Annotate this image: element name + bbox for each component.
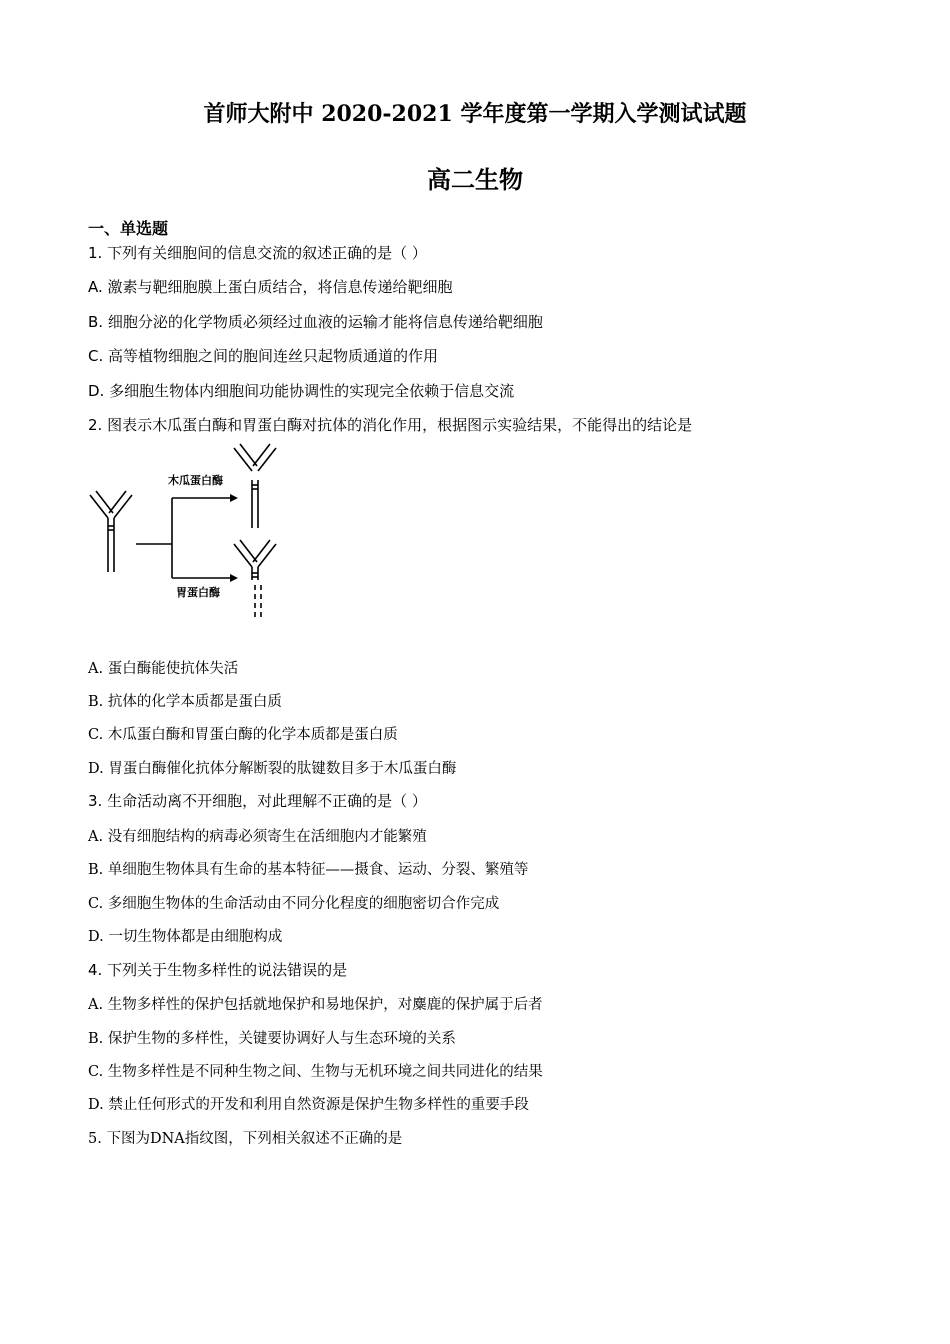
question-4-stem: 4. 下列关于生物多样性的说法错误的是: [88, 961, 348, 979]
pepsin-fragments: [234, 540, 276, 618]
document-title: 首师大附中 2020-2021 学年度第一学期入学测试试题: [203, 101, 747, 127]
question-4-option-a: A. 生物多样性的保护包括就地保护和易地保护，对麋鹿的保护属于后者: [88, 997, 543, 1013]
section-heading: 一、单选题: [88, 219, 169, 238]
papain-label: 木瓜蛋白酶: [168, 474, 223, 487]
question-2-option-d: D. 胃蛋白酶催化抗体分解断裂的肽键数目多于木瓜蛋白酶: [88, 761, 457, 777]
question-3-option-c: C. 多细胞生物体的生命活动由不同分化程度的细胞密切合作完成: [88, 896, 500, 912]
question-3-option-d: D. 一切生物体都是由细胞构成: [88, 929, 283, 945]
question-1-option-b: B. 细胞分泌的化学物质必须经过血液的运输才能将信息传递给靶细胞: [88, 313, 543, 331]
intact-antibody: [90, 491, 132, 572]
question-4-option-d: D. 禁止任何形式的开发和利用自然资源是保护生物多样性的重要手段: [88, 1097, 529, 1113]
document-subtitle: 高二生物: [427, 165, 523, 194]
arrow-head-top: [230, 494, 238, 502]
question-1-option-c: C. 高等植物细胞之间的胞间连丝只起物质通道的作用: [88, 347, 439, 365]
question-4-option-c: C. 生物多样性是不同种生物之间、生物与无机环境之间共同进化的结果: [88, 1064, 543, 1080]
antibody-diagram: [80, 440, 310, 630]
question-1-stem: 1. 下列有关细胞间的信息交流的叙述正确的是（ ）: [88, 244, 427, 262]
question-2-option-c: C. 木瓜蛋白酶和胃蛋白酶的化学本质都是蛋白质: [88, 727, 398, 743]
question-1-option-a: A. 激素与靶细胞膜上蛋白质结合，将信息传递给靶细胞: [88, 278, 453, 296]
question-4-option-b: B. 保护生物的多样性，关键要协调好人与生态环境的关系: [88, 1031, 456, 1047]
question-1-option-d: D. 多细胞生物体内细胞间功能协调性的实现完全依赖于信息交流: [88, 382, 515, 400]
question-3-stem: 3. 生命活动离不开细胞，对此理解不正确的是（ ）: [88, 792, 427, 810]
branch-arrows: [136, 498, 230, 578]
antibody-digestion-figure: [80, 440, 310, 630]
question-5-stem: 5. 下图为DNA指纹图，下列相关叙述不正确的是: [88, 1131, 403, 1147]
question-2-option-b: B. 抗体的化学本质都是蛋白质: [88, 694, 282, 710]
question-3-option-a: A. 没有细胞结构的病毒必须寄生在活细胞内才能繁殖: [88, 829, 427, 845]
papain-fragments: [234, 444, 276, 528]
question-3-option-b: B. 单细胞生物体具有生命的基本特征——摄食、运动、分裂、繁殖等: [88, 862, 529, 878]
question-2-stem: 2. 图表示木瓜蛋白酶和胃蛋白酶对抗体的消化作用，根据图示实验结果，不能得出的结论是: [88, 416, 693, 434]
question-2-option-a: A. 蛋白酶能使抗体失活: [88, 661, 239, 677]
arrow-head-bottom: [230, 574, 238, 582]
pepsin-label: 胃蛋白酶: [176, 586, 220, 599]
